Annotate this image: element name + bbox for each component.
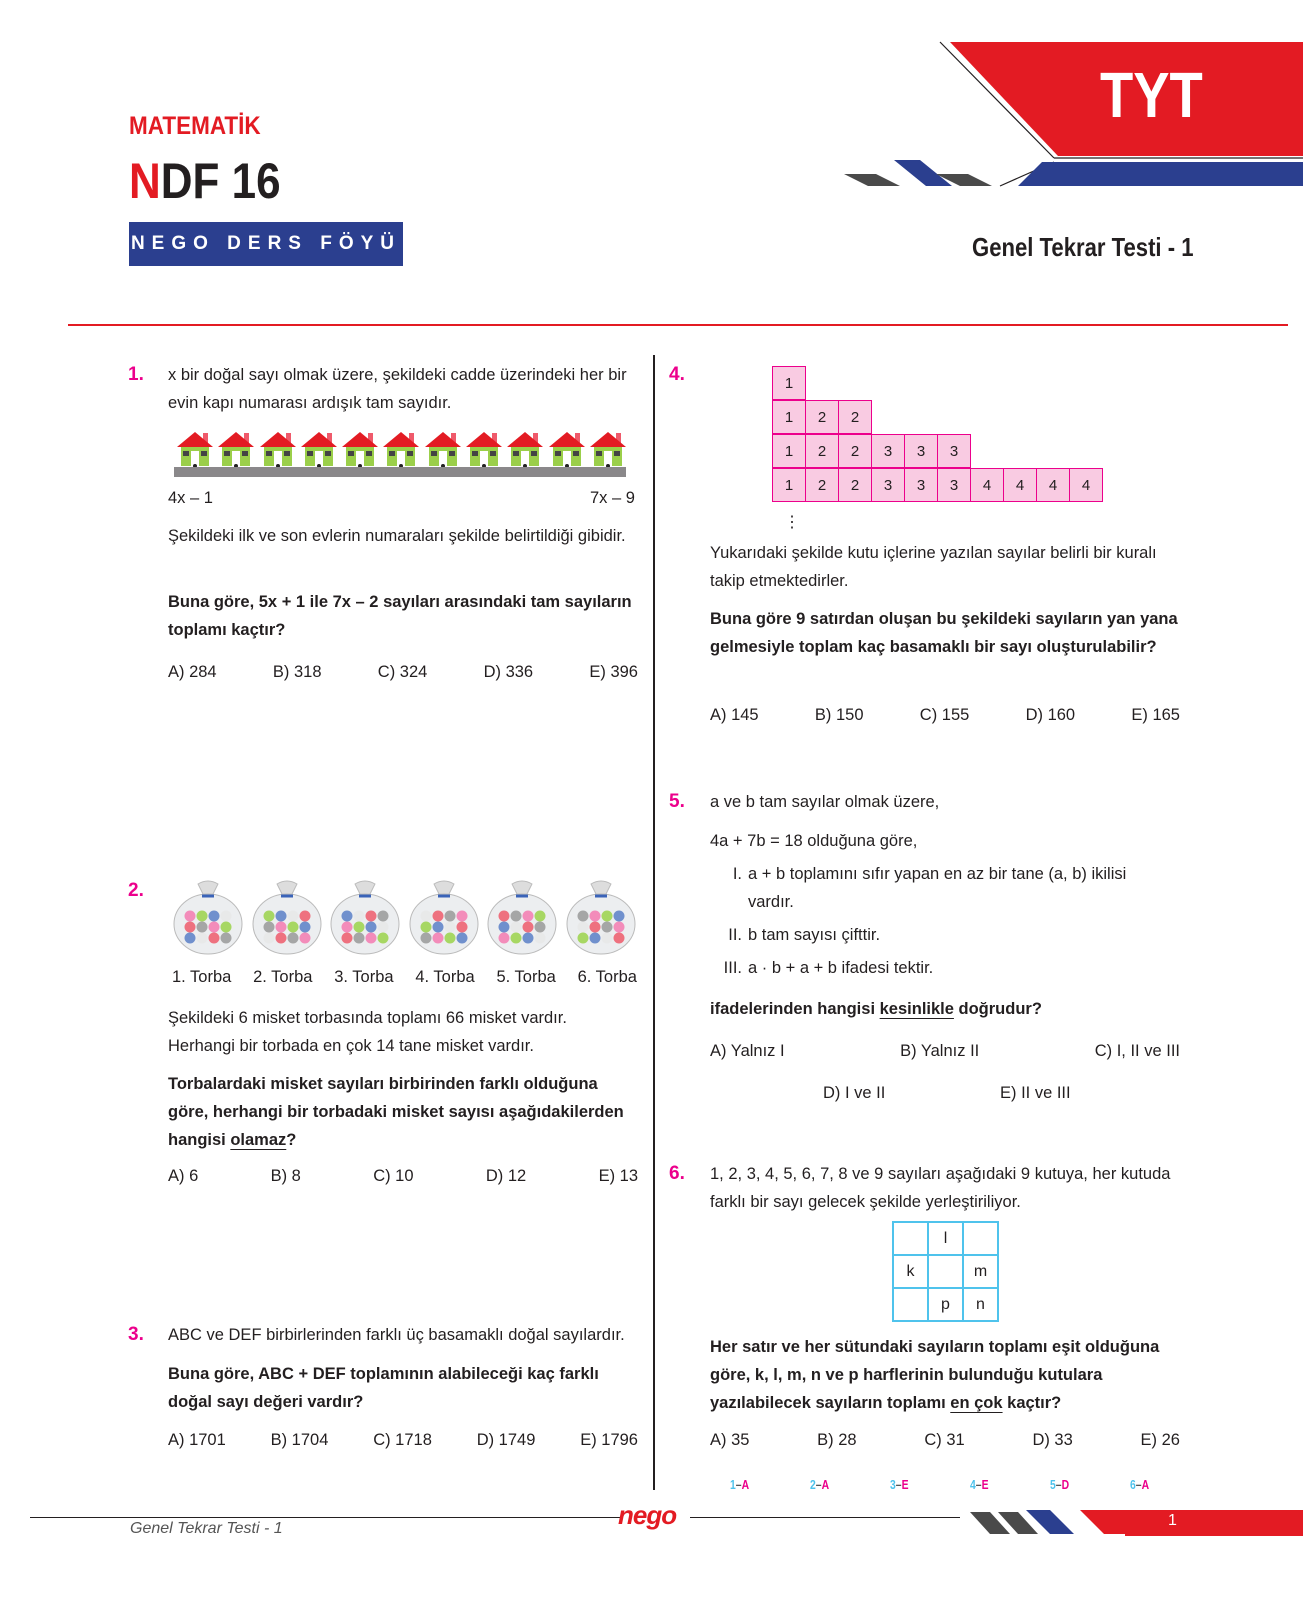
q4-box: 3 <box>905 435 938 468</box>
statement-num: III. <box>723 959 742 977</box>
q4-row <box>772 400 872 434</box>
q5-intro: a ve b tam sayılar olmak üzere, <box>710 793 940 811</box>
answer-letter: E <box>981 1477 989 1492</box>
q5-statements <box>710 860 1180 982</box>
q5-equation: 4a + 7b = 18 olduğuna göre, <box>710 832 918 850</box>
answer-key-item <box>1130 1477 1149 1492</box>
q2-number: 2. <box>128 880 144 901</box>
q2-question-main: Torbalardaki misket sayıları birbirinden farklı olduğuna göre, herhangi bir torbadaki misket sayısı aşağıdakilerden hangisi <box>168 1075 624 1149</box>
answer-question: 4 <box>970 1477 976 1492</box>
page-number-bar <box>1125 1510 1303 1536</box>
answer-key-item <box>890 1477 909 1492</box>
q5-statement <box>710 954 1180 982</box>
house-icon <box>590 430 626 468</box>
q4-box: 4 <box>1004 469 1037 502</box>
answer-key-item <box>730 1477 749 1492</box>
q6-options <box>710 1431 1180 1450</box>
q4-box: 3 <box>872 435 905 468</box>
q4-box: 2 <box>806 469 839 502</box>
q6-question <box>710 1333 1180 1417</box>
house-icon <box>218 430 254 468</box>
bag-label: 2. Torba <box>253 968 313 986</box>
q4-box: 1 <box>773 469 806 502</box>
answer-letter: A <box>1141 1477 1150 1492</box>
house-icon <box>301 430 337 468</box>
q4-row <box>772 468 1103 502</box>
q6-cell: k <box>893 1255 928 1288</box>
answer-letter: D <box>1061 1477 1070 1492</box>
q4-box: 4 <box>1070 469 1103 502</box>
q5-option-a[interactable]: A) Yalnız I <box>710 1042 785 1060</box>
blue-banner <box>1018 162 1303 186</box>
test-title: Genel Tekrar Testi - 1 <box>972 232 1194 262</box>
q6-question-emphasis: en çok <box>950 1394 1003 1412</box>
nego-logo: nego <box>618 1500 677 1530</box>
q5-question-emphasis: kesinlikle <box>879 1000 954 1018</box>
q5-options-row1 <box>710 1042 1180 1061</box>
statement-text: a · b + a + b ifadesi tektir. <box>748 959 934 977</box>
answer-letter: E <box>901 1477 909 1492</box>
answer-dash: – <box>1055 1477 1062 1492</box>
answer-question: 6 <box>1130 1477 1136 1492</box>
q3-option-c[interactable]: C) 1718 <box>373 1431 432 1449</box>
q3-number: 3. <box>128 1324 144 1345</box>
q5-number: 5. <box>669 791 685 812</box>
answer-question: 2 <box>810 1477 816 1492</box>
q6-cell: m <box>963 1255 998 1288</box>
q1-option-c[interactable]: C) 324 <box>377 663 428 681</box>
q4-box: 2 <box>839 435 872 468</box>
stripe-red <box>1080 1510 1130 1534</box>
marble-bag-icon <box>408 878 480 958</box>
q6-question-end: kaçtır? <box>1002 1394 1062 1412</box>
q6-text: 1, 2, 3, 4, 5, 6, 7, 8 ve 9 sayıları aşağıdaki 9 kutuya, her kutuda farklı bir sayı gelecek şekilde yerleştiriliyor. <box>710 1165 1171 1211</box>
q1-option-b[interactable]: B) 318 <box>272 663 322 681</box>
answer-key <box>730 1477 1170 1495</box>
bag-label: 5. Torba <box>496 968 556 986</box>
answer-question: 3 <box>890 1477 896 1492</box>
q3-text: ABC ve DEF birbirlerinden farklı üç basamaklı doğal sayılardır. <box>168 1326 625 1344</box>
marble-bag-icon <box>251 878 323 958</box>
tyt-header-graphic <box>840 38 1303 198</box>
bag-label: 6. Torba <box>577 968 637 986</box>
q6-option-c[interactable]: C) 31 <box>924 1431 965 1449</box>
q6-option-e[interactable]: E) 26 <box>1140 1431 1180 1449</box>
footer-test-name: Genel Tekrar Testi - 1 <box>130 1520 283 1537</box>
q6-cell <box>963 1222 998 1255</box>
q1-question: Buna göre, 5x + 1 ile 7x – 2 sayıları arasındaki tam sayıların toplamı kaçtır? <box>168 593 632 639</box>
q4-number: 4. <box>669 364 685 385</box>
q4-text: Yukarıdaki şekilde kutu içlerine yazılan sayılar belirli bir kuralı takip etmektedirler. <box>710 544 1157 590</box>
q1-option-e[interactable]: E) 396 <box>589 663 638 681</box>
q4-box: 3 <box>938 435 971 468</box>
house-icon <box>260 430 296 468</box>
q6-option-b[interactable]: B) 28 <box>817 1431 857 1449</box>
house-icon <box>383 430 419 468</box>
q4-box: 3 <box>905 469 938 502</box>
q3-option-a[interactable]: A) 1701 <box>168 1431 226 1449</box>
header-rule <box>68 324 1288 326</box>
statement-text: b tam sayısı çifttir. <box>748 926 881 944</box>
q6-grid <box>892 1221 999 1322</box>
q4-box: 2 <box>839 469 872 502</box>
q6-number: 6. <box>669 1163 685 1184</box>
marble-bag-icon <box>486 878 558 958</box>
q4-box: 1 <box>773 401 806 434</box>
q4-question: Buna göre 9 satırdan oluşan bu şekildeki sayıların yan yana gelmesiyle toplam kaç basamaklı bir sayı oluşturulabilir? <box>710 610 1178 656</box>
answer-question: 5 <box>1050 1477 1056 1492</box>
statement-num: II. <box>728 926 742 944</box>
q6-cell <box>893 1222 928 1255</box>
q4-box: 3 <box>938 469 971 502</box>
q4-option-b[interactable]: B) 150 <box>814 706 864 724</box>
q6-cell <box>928 1255 963 1288</box>
answer-letter: A <box>821 1477 830 1492</box>
house-icon <box>549 430 585 468</box>
q3-option-d[interactable]: D) 1749 <box>476 1431 536 1449</box>
answer-key-item <box>970 1477 989 1492</box>
statement-num: I. <box>732 865 742 883</box>
series-banner: NEGO DERS FÖYÜ <box>129 222 403 266</box>
answer-key-item <box>1050 1477 1069 1492</box>
q5-statement <box>710 921 1180 949</box>
q6-question-main: Her satır ve her sütundaki sayıların toplamı eşit olduğuna göre, k, l, m, n ve p harflerinin bulunduğu kutulara yazılabilecek sayıların toplamı <box>710 1338 1160 1412</box>
q4-box: 1 <box>773 435 806 468</box>
q1-intro: x bir doğal sayı olmak üzere, şekildeki cadde üzerindeki her bir evin kapı numarası ardışık tam sayıdır. <box>168 366 627 412</box>
q1-street-figure <box>174 430 626 480</box>
q2-bags-figure <box>172 878 637 958</box>
footer-rule-right <box>690 1517 960 1518</box>
answer-dash: – <box>1135 1477 1142 1492</box>
stripe-gray-1 <box>844 174 900 186</box>
booklet-code <box>129 152 281 210</box>
q6-cell <box>893 1288 928 1321</box>
q4-option-d[interactable]: D) 160 <box>1025 706 1076 724</box>
q4-row <box>772 366 806 400</box>
q4-options <box>710 706 1180 725</box>
page-number: 1 <box>1168 1512 1177 1529</box>
house-icon <box>177 430 213 468</box>
q3-option-e[interactable]: E) 1796 <box>580 1431 638 1449</box>
q4-box-figure <box>772 366 1103 502</box>
q4-option-c[interactable]: C) 155 <box>919 706 970 724</box>
q2-question-end: ? <box>286 1131 297 1149</box>
q4-option-a[interactable]: A) 145 <box>710 706 759 724</box>
house-icon <box>507 430 543 468</box>
q2-question <box>168 1070 638 1154</box>
q2-option-a[interactable]: A) 6 <box>168 1167 199 1185</box>
q1-label-last: 7x – 9 <box>590 489 635 507</box>
q1-options <box>168 663 638 682</box>
q2-option-d[interactable]: D) 12 <box>485 1167 527 1185</box>
footer-stripes <box>970 1508 1130 1536</box>
q6-cell: l <box>928 1222 963 1255</box>
q2-option-b[interactable]: B) 8 <box>270 1167 301 1185</box>
marble-bag-icon <box>565 878 637 958</box>
q5-question-main: ifadelerinden hangisi <box>710 1000 880 1018</box>
bag-label: 1. Torba <box>172 968 232 986</box>
q5-question-end: doğrudur? <box>953 1000 1042 1018</box>
q1-number: 1. <box>128 364 144 385</box>
street <box>174 467 626 477</box>
answer-dash: – <box>815 1477 822 1492</box>
q4-box: 1 <box>773 367 806 400</box>
q6-option-a[interactable]: A) 35 <box>710 1431 750 1449</box>
answer-key-item <box>810 1477 829 1492</box>
bag-label: 3. Torba <box>334 968 394 986</box>
q2-question-emphasis: olamaz <box>230 1131 287 1149</box>
q5-statement <box>710 860 1180 916</box>
statement-text: a + b toplamını sıfır yapan en az bir tane (a, b) ikilisi vardır. <box>748 865 1127 911</box>
q5-option-d[interactable]: D) I ve II <box>823 1084 886 1102</box>
answer-dash: – <box>735 1477 742 1492</box>
q4-box: 4 <box>971 469 1004 502</box>
booklet-code-rest: DF 16 <box>160 153 281 209</box>
answer-dash: – <box>895 1477 902 1492</box>
q2-option-c[interactable]: C) 10 <box>373 1167 414 1185</box>
q5-option-b[interactable]: B) Yalnız II <box>900 1042 980 1060</box>
subject-title: MATEMATİK <box>129 112 261 140</box>
q4-row <box>772 434 971 468</box>
exam-label: TYT <box>1100 59 1203 131</box>
q1-text: Şekildeki ilk ve son evlerin numaraları şekilde belirtildiği gibidir. <box>168 527 626 545</box>
q3-question: Buna göre, ABC + DEF toplamının alabileceği kaç farklı doğal sayı değeri vardır? <box>168 1365 599 1411</box>
q1-label-first: 4x – 1 <box>168 489 213 507</box>
q2-options <box>168 1167 638 1186</box>
q5-question <box>710 995 1042 1023</box>
footer-rule-left <box>30 1517 620 1518</box>
q4-box: 2 <box>806 401 839 434</box>
q2-text: Şekildeki 6 misket torbasında toplamı 66 misket vardır. Herhangi bir torbada en çok 14 tane misket vardır. <box>168 1009 567 1055</box>
house-icon <box>466 430 502 468</box>
q4-box: 2 <box>839 401 872 434</box>
q4-option-e[interactable]: E) 165 <box>1131 706 1180 724</box>
stripe-blue <box>894 160 952 186</box>
q1-option-d[interactable]: D) 336 <box>483 663 534 681</box>
house-icon <box>425 430 461 468</box>
marble-bag-icon <box>329 878 401 958</box>
q5-option-c[interactable]: C) I, II ve III <box>1094 1042 1180 1060</box>
q3-option-b[interactable]: B) 1704 <box>270 1431 329 1449</box>
answer-dash: – <box>975 1477 982 1492</box>
house-icon <box>342 430 378 468</box>
q6-cell: p <box>928 1288 963 1321</box>
q5-option-e[interactable]: E) II ve III <box>1000 1084 1071 1102</box>
answer-question: 1 <box>730 1477 736 1492</box>
q6-cell: n <box>963 1288 998 1321</box>
q2-bag-labels <box>172 968 637 987</box>
q4-box: 2 <box>806 435 839 468</box>
booklet-code-initial: N <box>129 153 161 209</box>
column-divider <box>653 355 655 1490</box>
q6-option-d[interactable]: D) 33 <box>1032 1431 1073 1449</box>
bag-label: 4. Torba <box>415 968 475 986</box>
q2-option-e[interactable]: E) 13 <box>598 1167 638 1185</box>
q4-ellipsis: ⋮ <box>784 514 800 531</box>
marble-bag-icon <box>172 878 244 958</box>
q1-option-a[interactable]: A) 284 <box>168 663 217 681</box>
q4-box: 4 <box>1037 469 1070 502</box>
q4-box: 3 <box>872 469 905 502</box>
answer-letter: A <box>741 1477 750 1492</box>
q3-options <box>168 1431 638 1450</box>
